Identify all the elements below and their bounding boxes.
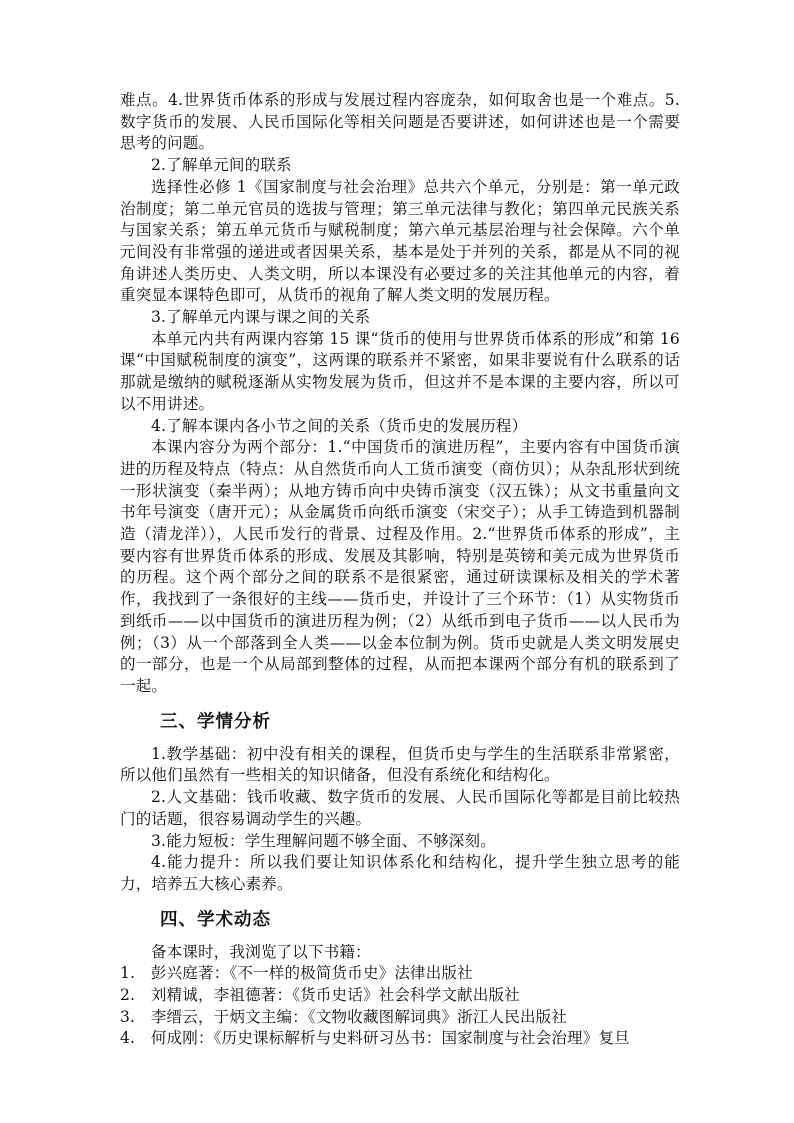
section-heading-academic-trends: 四、学术动态: [160, 909, 271, 930]
subheading-unit-relations: 2.了解单元间的联系: [151, 156, 292, 175]
books-intro: 备本课时，我浏览了以下书籍：: [151, 942, 371, 961]
paragraph-lesson-relations: 本单元内共有两课内容第 15 课“货币的使用与世界货币体系的形成”和第 16 课“中国赋税制度的演变”，这两课的联系并不紧密，如果非要说有什么联系的话那就是缴纳的赋税逐渐从实物发展为货币，但这并不是本课的主要内容，所以可以不用讲述。: [120, 329, 680, 413]
learning-item-2: 2.人文基础：钱币收藏、数字货币的发展、人民币国际化等都是目前比较热门的话题，很容易调动学生的兴趣。: [120, 788, 680, 828]
section-heading-learning-analysis: 三、学情分析: [160, 711, 271, 732]
learning-item-1: 1.教学基础：初中没有相关的课程，但货币史与学生的生活联系非常紧密，所以他们虽然有一些相关的知识储备，但没有系统化和结构化。: [120, 744, 680, 785]
paragraph-section-relations: 本课内容分为两个部分：1.“中国货币的演进历程”，主要内容有中国货币演进的历程及特点（特点：从自然货币向人工货币演变（商仿贝）；从杂乱形状到统一形状演变（秦半两）；从地方铸币向中央铸币演变（汉五铢）；从文书重量向文书年号演变（唐开元）；从金属货币向纸币演变（宋交子）；从手工铸造到机器制造（清龙洋）），人民币发行的背景、过程及作用。2.“世界货币体系的形成”，主要内容有世界货币体系的形成、发展及其影响，特别是英镑和美元成为世界货币的历程。这个两个部分之间的联系不是很紧密，通过研读课标及相关的学术著作，我找到了一条很好的主线——货币史，并设计了三个环节：（1）从实物货币到纸币——以中国货币的演进历程为例；（2）从纸币到电子货币——以人民币为例；（3）从一个部落到全人类——以金本位制为例。货币史就是人类文明发展史的一部分，也是一个从局部到整体的过程，从而把本课两个部分有机的联系到了一起。: [120, 438, 680, 695]
subheading-section-relations: 4.了解本课内各小节之间的关系（货币史的发展历程）: [151, 416, 528, 435]
book-item-4: 4. 何成刚：《历史课标解析与史料研习丛书：国家制度与社会治理》复旦: [120, 1029, 630, 1048]
book-item-3: 3. 李缙云，于炳文主编：《文物收藏图解词典》浙江人民出版社: [120, 1007, 568, 1026]
learning-item-4: 4.能力提升：所以我们要让知识体系化和结构化，提升学生独立思考的能力，培养五大核心素养。: [120, 853, 680, 893]
paragraph-unit-relations: 选择性必修 1《国家制度与社会治理》总共六个单元，分别是：第一单元政治制度；第二单元官员的选拔与管理；第三单元法律与教化；第四单元民族关系与国家关系；第五单元货币与赋税制度；第六单元基层治理与社会保障。六个单元间没有非常强的递进或者因果关系，基本是处于并列的关系，都是从不同的视角讲述人类历史、人类文明，所以本课没有必要过多的关注其他单元的内容，着重突显本课特色即可，从货币的视角了解人类文明的发展历程。: [120, 177, 680, 305]
book-item-2: 2. 刘精诚，李祖德著：《货币史话》社会科学文献出版社: [120, 986, 520, 1005]
learning-item-3: 3.能力短板：学生理解问题不够全面、不够深刻。: [151, 831, 496, 850]
subheading-lesson-relations: 3.了解单元内课与课之间的关系: [151, 308, 371, 327]
paragraph-difficulty-continued: 难点。4.世界货币体系的形成与发展过程内容庞杂，如何取舍也是一个难点。5.数字货币的发展、人民币国际化等相关问题是否要讲述，如何讲述也是一个需要思考的问题。: [120, 91, 680, 153]
document-page: [120, 90, 680, 1050]
book-item-1: 1. 彭兴庭著：《不一样的极简货币史》法律出版社: [120, 964, 473, 983]
